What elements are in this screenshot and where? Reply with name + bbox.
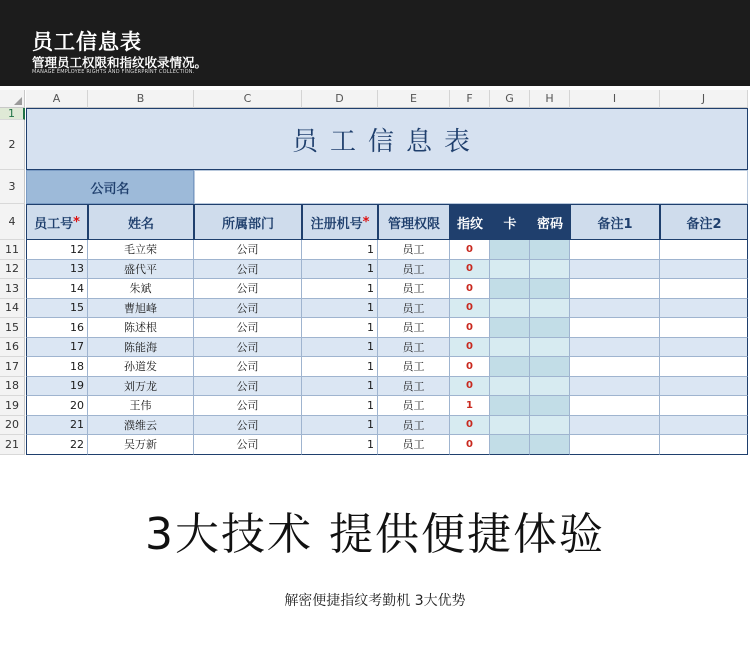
cell-name[interactable]: 陈述根 (88, 318, 194, 338)
cell-card[interactable] (490, 338, 530, 358)
cell-employee-id[interactable]: 14 (26, 279, 88, 299)
header-dept[interactable] (194, 204, 302, 240)
cell-password[interactable] (530, 240, 570, 260)
cell-note1[interactable] (570, 318, 660, 338)
cell-name[interactable]: 毛立荣 (88, 240, 194, 260)
row-header-14[interactable]: 14 (0, 299, 25, 319)
header-name-label: 姓名 (127, 216, 154, 232)
cell-employee-id[interactable]: 19 (26, 377, 88, 397)
cell-note1[interactable] (570, 357, 660, 377)
cell-note1[interactable] (570, 279, 660, 299)
cell-fingerprint[interactable]: 0 (450, 240, 490, 260)
cell-note1[interactable] (570, 338, 660, 358)
header-fingerprint[interactable] (450, 204, 490, 240)
header-device-label: 注册机号 (310, 216, 363, 232)
cell-name[interactable]: 曹旭峰 (88, 299, 194, 319)
cell-name[interactable]: 濮维云 (88, 416, 194, 436)
cell-device-no[interactable]: 1 (302, 435, 378, 455)
cell-note2[interactable] (660, 240, 748, 260)
cell-note2[interactable] (660, 435, 748, 455)
column-header-b[interactable]: B (88, 90, 194, 108)
header-device[interactable] (302, 204, 378, 240)
cell-department[interactable]: 公司 (194, 377, 302, 397)
cell-department[interactable]: 公司 (194, 357, 302, 377)
cell-note1[interactable] (570, 260, 660, 280)
cell-fingerprint[interactable]: 0 (450, 318, 490, 338)
cell-name[interactable]: 陈能海 (88, 338, 194, 358)
header-perm[interactable] (378, 204, 450, 240)
column-header-i[interactable]: I (570, 90, 660, 108)
cell-employee-id[interactable]: 18 (26, 357, 88, 377)
cell-note2[interactable] (660, 416, 748, 436)
banner-subtitle: 管理员工权限和指纹收录情况。 (32, 55, 208, 70)
header-emp-id-label: 员工号 (34, 216, 74, 232)
row-header-13[interactable]: 13 (0, 279, 25, 299)
row-header-2[interactable]: 2 (0, 120, 25, 170)
header-name[interactable] (88, 204, 194, 240)
cell-note2[interactable] (660, 318, 748, 338)
row-header-4[interactable]: 4 (0, 204, 25, 240)
row-header-12[interactable]: 12 (0, 260, 25, 280)
header-card-label: 卡 (503, 216, 517, 232)
cell-department[interactable]: 公司 (194, 240, 302, 260)
cell-note2[interactable] (660, 260, 748, 280)
header-note2-label: 备注2 (686, 216, 722, 232)
cell-permission[interactable]: 员工 (378, 435, 450, 455)
cell-name[interactable]: 孙道发 (88, 357, 194, 377)
cell-password[interactable] (530, 318, 570, 338)
cell-name[interactable]: 刘万龙 (88, 377, 194, 397)
cell-name[interactable]: 朱斌 (88, 279, 194, 299)
row-header-1[interactable]: 1 (0, 108, 25, 120)
cell-note1[interactable] (570, 299, 660, 319)
cell-note1[interactable] (570, 416, 660, 436)
header-note2[interactable] (660, 204, 748, 240)
cell-password[interactable] (530, 260, 570, 280)
spreadsheet (0, 86, 750, 463)
required-asterisk: * (73, 214, 80, 230)
header-dept-label: 所属部门 (221, 216, 274, 232)
cell-fingerprint[interactable]: 1 (450, 396, 490, 416)
cell-card[interactable] (490, 357, 530, 377)
cell-note2[interactable] (660, 377, 748, 397)
cell-device-no[interactable]: 1 (302, 396, 378, 416)
cell-fingerprint[interactable]: 0 (450, 279, 490, 299)
cell-note2[interactable] (660, 299, 748, 319)
cell-card[interactable] (490, 396, 530, 416)
row-header-3[interactable]: 3 (0, 170, 25, 204)
cell-permission[interactable]: 员工 (378, 377, 450, 397)
cell-note1[interactable] (570, 240, 660, 260)
cell-note2[interactable] (660, 279, 748, 299)
cell-password[interactable] (530, 396, 570, 416)
cell-fingerprint[interactable]: 0 (450, 260, 490, 280)
cell-password[interactable] (530, 435, 570, 455)
column-header-j[interactable]: J (660, 90, 748, 108)
cell-department[interactable]: 公司 (194, 338, 302, 358)
cell-card[interactable] (490, 299, 530, 319)
cell-card[interactable] (490, 240, 530, 260)
cell-permission[interactable]: 员工 (378, 338, 450, 358)
column-header-g[interactable]: G (490, 90, 530, 108)
cell-note2[interactable] (660, 357, 748, 377)
cell-employee-id[interactable]: 20 (26, 396, 88, 416)
cell-fingerprint[interactable]: 0 (450, 338, 490, 358)
cell-password[interactable] (530, 377, 570, 397)
cell-fingerprint[interactable]: 0 (450, 435, 490, 455)
cell-password[interactable] (530, 338, 570, 358)
cell-device-no[interactable]: 1 (302, 279, 378, 299)
cell-employee-id[interactable]: 22 (26, 435, 88, 455)
cell-permission[interactable]: 员工 (378, 416, 450, 436)
header-password-label: 密码 (536, 216, 563, 232)
company-input[interactable] (194, 170, 748, 204)
column-header-h[interactable]: H (530, 90, 570, 108)
cell-device-no[interactable]: 1 (302, 377, 378, 397)
header-emp-id[interactable] (26, 204, 88, 240)
banner-tagline: MANAGE EMPLOYEE RIGHTS AND FINGERPRINT COLLECTION. (32, 69, 195, 75)
cell-permission[interactable]: 员工 (378, 357, 450, 377)
row-header-20[interactable]: 20 (0, 416, 25, 436)
cell-device-no[interactable]: 1 (302, 299, 378, 319)
cell-employee-id[interactable]: 12 (26, 240, 88, 260)
column-header-d[interactable]: D (302, 90, 378, 108)
cell-card[interactable] (490, 416, 530, 436)
cell-card[interactable] (490, 377, 530, 397)
row-header-21[interactable]: 21 (0, 435, 25, 455)
cell-card[interactable] (490, 279, 530, 299)
column-header-c[interactable]: C (194, 90, 302, 108)
row-header-19[interactable]: 19 (0, 396, 25, 416)
cell-note1[interactable] (570, 435, 660, 455)
cell-device-no[interactable]: 1 (302, 318, 378, 338)
row-header-18[interactable]: 18 (0, 377, 25, 397)
cell-fingerprint[interactable]: 0 (450, 377, 490, 397)
cell-department[interactable]: 公司 (194, 279, 302, 299)
header-fingerprint-label: 指纹 (456, 216, 483, 232)
header-perm-label: 管理权限 (387, 216, 440, 232)
cell-department[interactable]: 公司 (194, 299, 302, 319)
column-header-f[interactable]: F (450, 90, 490, 108)
header-note1-label: 备注1 (597, 216, 633, 232)
required-asterisk: * (362, 214, 370, 230)
headline: 3大技术 提供便捷体验 (145, 509, 605, 560)
cell-fingerprint[interactable]: 0 (450, 299, 490, 319)
cell-department[interactable]: 公司 (194, 416, 302, 436)
cell-note1[interactable] (570, 377, 660, 397)
cell-employee-id[interactable]: 17 (26, 338, 88, 358)
cell-name[interactable]: 盛代平 (88, 260, 194, 280)
caption: 解密便捷指纹考勤机 3大优势 (284, 593, 466, 609)
cell-note2[interactable] (660, 338, 748, 358)
cell-employee-id[interactable]: 15 (26, 299, 88, 319)
cell-department[interactable]: 公司 (194, 435, 302, 455)
cell-device-no[interactable]: 1 (302, 357, 378, 377)
row-header-11[interactable]: 11 (0, 240, 25, 260)
cell-note1[interactable] (570, 396, 660, 416)
cell-permission[interactable]: 员工 (378, 318, 450, 338)
cell-password[interactable] (530, 357, 570, 377)
cell-card[interactable] (490, 435, 530, 455)
cell-device-no[interactable]: 1 (302, 240, 378, 260)
cell-fingerprint[interactable]: 0 (450, 357, 490, 377)
cell-permission[interactable]: 员工 (378, 240, 450, 260)
cell-department[interactable]: 公司 (194, 260, 302, 280)
cell-device-no[interactable]: 1 (302, 260, 378, 280)
cell-permission[interactable]: 员工 (378, 279, 450, 299)
column-header-a[interactable]: A (26, 90, 88, 108)
cell-password[interactable] (530, 299, 570, 319)
header-card[interactable] (490, 204, 530, 240)
banner (0, 0, 750, 86)
cell-employee-id[interactable]: 21 (26, 416, 88, 436)
cell-permission[interactable]: 员工 (378, 299, 450, 319)
cell-permission[interactable]: 员工 (378, 396, 450, 416)
cell-name[interactable]: 吴万新 (88, 435, 194, 455)
row-header-17[interactable]: 17 (0, 357, 25, 377)
header-note1[interactable] (570, 204, 660, 240)
cell-card[interactable] (490, 260, 530, 280)
select-all-corner[interactable] (0, 90, 25, 108)
cell-department[interactable]: 公司 (194, 396, 302, 416)
banner-title: 员工信息表 (32, 30, 142, 54)
cell-password[interactable] (530, 279, 570, 299)
column-header-e[interactable]: E (378, 90, 450, 108)
row-header-16[interactable]: 16 (0, 338, 25, 358)
cell-department[interactable]: 公司 (194, 318, 302, 338)
cell-permission[interactable]: 员工 (378, 260, 450, 280)
company-label: 公司名 (26, 170, 194, 204)
cell-device-no[interactable]: 1 (302, 338, 378, 358)
cell-name[interactable]: 王伟 (88, 396, 194, 416)
cell-employee-id[interactable]: 13 (26, 260, 88, 280)
cell-card[interactable] (490, 318, 530, 338)
header-password[interactable] (530, 204, 570, 240)
sheet-title[interactable]: 员工信息表 (26, 108, 748, 170)
cell-note2[interactable] (660, 396, 748, 416)
cell-employee-id[interactable]: 16 (26, 318, 88, 338)
row-header-15[interactable]: 15 (0, 318, 25, 338)
cell-fingerprint[interactable]: 0 (450, 416, 490, 436)
cell-password[interactable] (530, 416, 570, 436)
cell-device-no[interactable]: 1 (302, 416, 378, 436)
